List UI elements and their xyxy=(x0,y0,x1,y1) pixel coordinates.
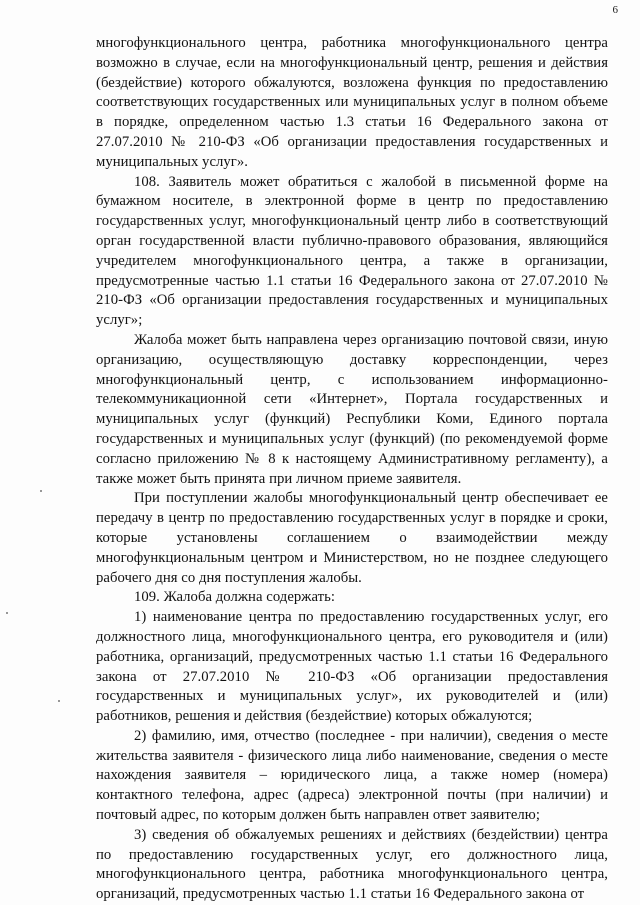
page-number: 6 xyxy=(612,4,618,16)
paragraph-109: 109. Жалоба должна содержать: xyxy=(134,589,336,606)
paragraph-108: 108. Заявитель может обратиться с жалобой в письменной форме на бумажном носителе, в электронной форме в центр по предоставлению государственных услуг, многофункциональный центр либо в соответствующий орган государственной власти публично-правового образования, являющийся учредителем многофункционального центра, а также в организации, предусмотренные частью 1.1 статьи 16 Федерального закона от 27.07.2010 № 210-ФЗ «Об организации предоставления государственных и муниципальных услуг»; xyxy=(96,173,608,329)
paragraph-complaint-delivery: Жалоба может быть направлена через организацию почтовой связи, иную организацию, осуществляющую доставку корреспонденции, через многофункциональный центр, с использованием информационно-телекоммуникационной сети «Интернет», Портала государственных и муниципальных услуг (функций) Республики Коми, Единого портала государственных и муниципальных услуг (функций) (по рекомендуемой форме согласно приложению № 8 к настоящему Административному регламенту), а также может быть принята при личном приеме заявителя. xyxy=(96,331,608,487)
list-item-1: 1) наименование центра по предоставлению государственных услуг, его должностного лица, многофункционального центра, его руководителя и (или) работника, организаций, предусмотренных частью 1.1 статьи 16 Федерального закона от 27.07.2010 № 210-ФЗ «Об организации предоставления государственных и муниципальных услуг», их руководителей и (или) работников, решения и действия (бездействие) которых обжалуются; xyxy=(96,609,608,725)
list-item-2: 2) фамилию, имя, отчество (последнее - при наличии), сведения о месте жительства заявителя - физического лица либо наименование, сведения о месте нахождения заявителя – юридического лица, а также номер (номера) контактного телефона, адрес (адреса) электронной почты (при наличии) и почтовый адрес, по которым должен быть направлен ответ заявителю; xyxy=(96,727,608,824)
list-item-3: 3) сведения об обжалуемых решениях и действиях (бездействии) центра по предоставлению государственных услуг, его должностного лица, многофункционального центра, работника многофункционального центра, организаций, предусмотренных частью 1.1 статьи 16 Федерального закона от xyxy=(96,826,608,903)
paragraph-continuation: многофункционального центра, работника многофункционального центра возможно в случае, если на многофункциональный центр, решения и действия (бездействие) которого обжалуются, возложена функция по предоставлению соответствующих государственных или муниципальных услуг в полном объеме в порядке, определенном частью 1.3 статьи 16 Федерального закона от 27.07.2010 № 210-ФЗ «Об организации предоставления государственных и муниципальных услуг». xyxy=(96,35,608,170)
document-body xyxy=(96,34,608,905)
paragraph-mfc-transfer: При поступлении жалобы многофункциональный центр обеспечивает ее передачу в центр по предоставлению государственных услуг в порядке и сроки, которые установлены соглашением о взаимодействии между многофункциональным центром и Министерством, но не позднее следующего рабочего дня со дня поступления жалобы. xyxy=(96,490,608,586)
scan-speck xyxy=(6,612,8,614)
scan-speck xyxy=(58,700,60,702)
scan-speck xyxy=(40,490,42,492)
